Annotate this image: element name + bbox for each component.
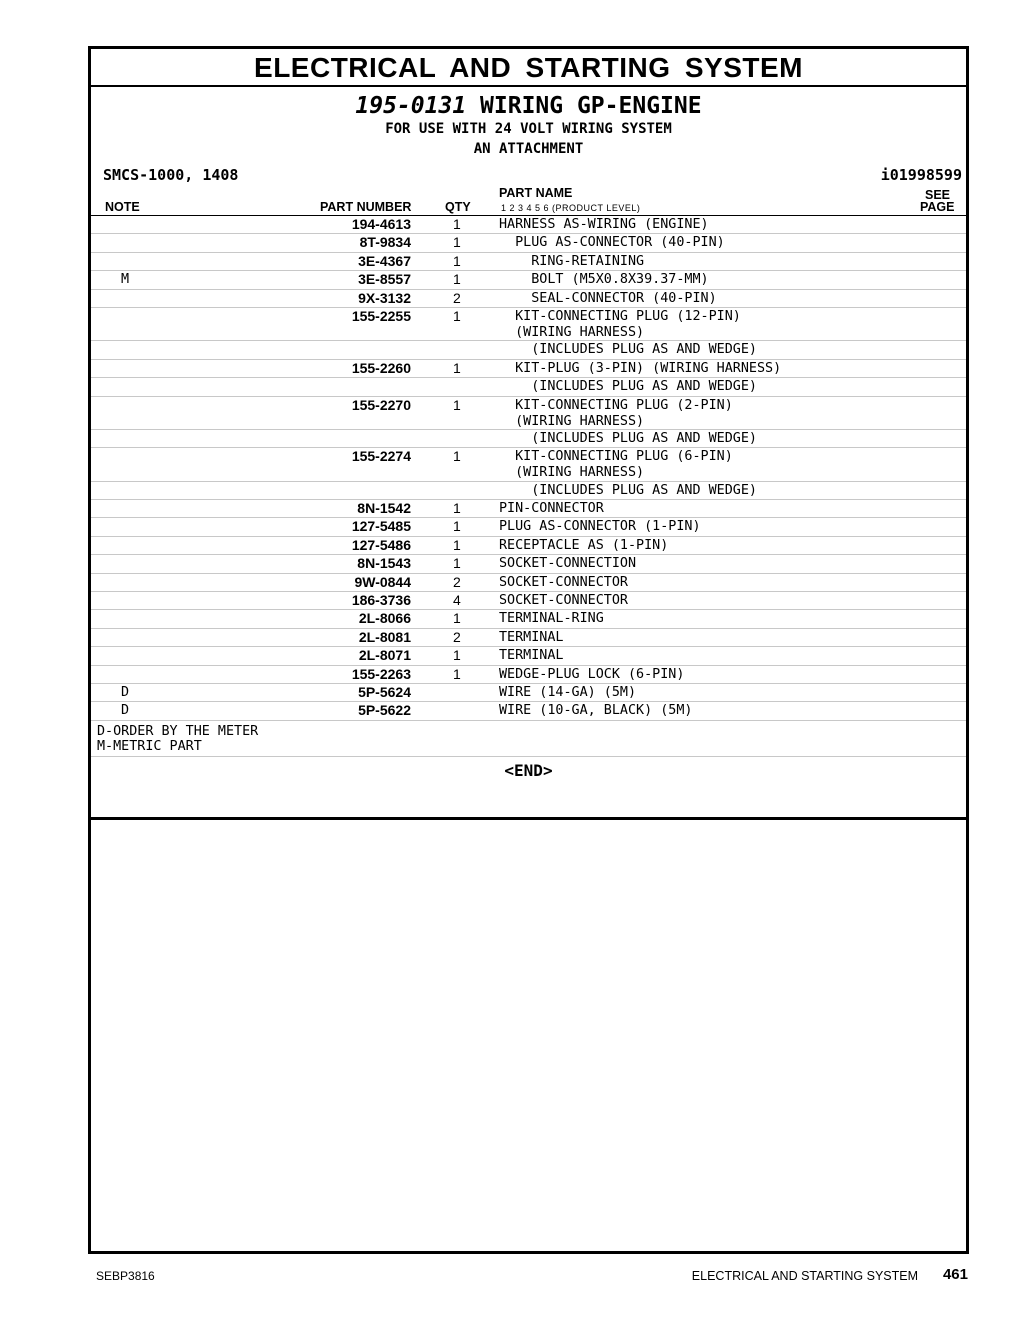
row-qty: 1 (453, 396, 461, 413)
row-part-name (499, 234, 725, 251)
row-part-number: 155-2270 (351, 396, 411, 413)
row-note: D (121, 684, 130, 700)
row-part-name (499, 378, 757, 395)
row-part-name (499, 360, 781, 377)
row-part-name (499, 253, 644, 270)
row-part-name-line: (WIRING HARNESS) (499, 324, 645, 340)
page-frame (88, 46, 969, 1254)
row-part-name-line: WIRE (10-GA, BLACK) (5M) (499, 703, 693, 719)
table-row (91, 629, 966, 647)
row-part-name-line: TERMINAL (499, 648, 564, 664)
row-part-name (499, 684, 636, 701)
col-page: PAGE (920, 200, 955, 214)
row-qty: 2 (453, 628, 461, 645)
row-part-name (499, 629, 564, 646)
table-row (91, 448, 966, 481)
table-row (91, 378, 966, 396)
table-row (91, 647, 966, 665)
table-row (91, 341, 966, 359)
row-part-name-line: HARNESS AS-WIRING (ENGINE) (499, 217, 709, 232)
row-part-name-line: SOCKET-CONNECTION (499, 556, 637, 572)
column-header (91, 185, 966, 216)
table-row (91, 702, 966, 720)
table-row (91, 234, 966, 252)
row-part-number: 155-2274 (351, 448, 411, 465)
row-part-name (499, 702, 692, 719)
col-see: SEE (925, 188, 951, 202)
row-qty: 1 (453, 252, 461, 269)
row-part-name-line: (WIRING HARNESS) (499, 465, 645, 481)
row-part-number: 8N-1542 (357, 500, 411, 517)
row-part-name-line: SOCKET-CONNECTOR (499, 574, 628, 590)
document-id: i01998599 (880, 166, 962, 184)
row-part-name-line: (INCLUDES PLUG AS AND WEDGE) (499, 342, 757, 358)
row-part-name (499, 430, 757, 447)
end-marker: <END> (504, 760, 553, 780)
footer-page-number: 461 (942, 1266, 968, 1283)
group-part-number: 195-0131 (355, 93, 467, 119)
row-qty: 1 (453, 307, 461, 324)
row-qty: 1 (453, 359, 461, 376)
col-part-name: PART NAME (499, 186, 573, 200)
table-row (91, 482, 966, 500)
row-qty: 1 (453, 500, 461, 517)
row-part-number: 127-5485 (351, 518, 411, 535)
table-row (91, 684, 966, 702)
group-title (91, 93, 966, 119)
table-row (91, 308, 966, 341)
row-part-number: 155-2263 (351, 665, 411, 682)
row-part-name-line: BOLT (M5X0.8X39.37-MM) (499, 272, 709, 288)
row-qty: 4 (453, 592, 461, 609)
row-qty: 1 (453, 271, 461, 288)
row-part-number: 194-4613 (351, 216, 411, 232)
row-part-name-line: (INCLUDES PLUG AS AND WEDGE) (499, 430, 757, 446)
row-part-number: 8N-1543 (357, 555, 411, 572)
row-qty: 2 (453, 573, 461, 590)
parts-list-box (91, 85, 966, 820)
note-d: D-ORDER BY THE METER (97, 723, 259, 739)
row-part-number: 186-3736 (351, 592, 411, 609)
row-part-number: 5P-5624 (358, 683, 411, 700)
row-part-number: 8T-9834 (359, 234, 411, 251)
row-part-number: 3E-4367 (358, 252, 411, 269)
table-row (91, 500, 966, 518)
row-part-name-line: KIT-CONNECTING PLUG (2-PIN) (499, 397, 733, 413)
row-part-name (499, 290, 717, 307)
row-part-name-line: KIT-CONNECTING PLUG (12-PIN) (499, 308, 741, 324)
row-qty: 2 (453, 289, 461, 306)
table-row (91, 397, 966, 430)
row-part-number: 155-2260 (351, 359, 411, 376)
page-footer (96, 1266, 968, 1288)
col-product-levels: 1 2 3 4 5 6 (PRODUCT LEVEL) (501, 203, 641, 213)
table-row (91, 253, 966, 271)
table-row (91, 537, 966, 555)
row-part-name (499, 555, 636, 572)
row-part-name (499, 592, 628, 609)
row-part-number: 127-5486 (351, 536, 411, 553)
row-qty: 1 (453, 448, 461, 465)
row-part-name-line: (INCLUDES PLUG AS AND WEDGE) (499, 482, 757, 498)
notes-legend (91, 721, 966, 757)
row-part-name-line: (INCLUDES PLUG AS AND WEDGE) (499, 379, 757, 395)
row-part-number: 2L-8081 (358, 628, 411, 645)
row-part-name-line: SEAL-CONNECTOR (40-PIN) (499, 290, 717, 306)
row-qty: 1 (453, 610, 461, 627)
group-name: WIRING GP-ENGINE (480, 93, 702, 119)
col-note: NOTE (105, 200, 140, 214)
row-part-name (499, 308, 741, 340)
row-part-number: 2L-8071 (358, 647, 411, 664)
row-part-name-line: PLUG AS-CONNECTOR (1-PIN) (499, 519, 701, 535)
smcs-code: SMCS-1000, 1408 (103, 166, 239, 184)
row-part-name (499, 666, 684, 683)
row-qty: 1 (453, 234, 461, 251)
row-part-number: 2L-8066 (358, 610, 411, 627)
row-part-name (499, 271, 709, 288)
row-part-number: 5P-5622 (358, 702, 411, 719)
table-row (91, 216, 966, 234)
row-part-name-line: TERMINAL (499, 629, 564, 645)
row-part-name-line: (WIRING HARNESS) (499, 413, 645, 429)
subtitle-voltage: FOR USE WITH 24 VOLT WIRING SYSTEM (385, 121, 672, 137)
row-part-number: 155-2255 (351, 307, 411, 324)
table-row (91, 271, 966, 289)
subtitle-attachment: AN ATTACHMENT (473, 141, 584, 157)
row-part-name (499, 574, 628, 591)
row-part-name (499, 500, 604, 517)
smcs-line (91, 165, 966, 185)
row-qty: 1 (453, 665, 461, 682)
footer-section: ELECTRICAL AND STARTING SYSTEM (691, 1269, 918, 1283)
footer-doc-number: SEBP3816 (96, 1269, 155, 1283)
row-part-name (499, 341, 757, 358)
row-part-name-line: KIT-CONNECTING PLUG (6-PIN) (499, 449, 733, 465)
row-part-name (499, 537, 668, 554)
col-qty: QTY (445, 200, 471, 214)
row-part-name-line: RING-RETAINING (499, 253, 645, 269)
row-part-name (499, 448, 733, 480)
row-part-name-line: RECEPTACLE AS (1-PIN) (499, 537, 669, 553)
table-row (91, 430, 966, 448)
table-row (91, 610, 966, 628)
row-part-name (499, 518, 701, 535)
note-m: M-METRIC PART (97, 738, 202, 754)
table-row (91, 666, 966, 684)
row-part-number: 9W-0844 (354, 573, 411, 590)
table-row (91, 574, 966, 592)
row-part-name-line: KIT-PLUG (3-PIN) (WIRING HARNESS) (499, 360, 782, 376)
row-note: D (121, 703, 130, 719)
row-part-name (499, 610, 604, 627)
row-part-name-line: WEDGE-PLUG LOCK (6-PIN) (499, 666, 685, 682)
row-qty: 1 (453, 647, 461, 664)
col-part-number: PART NUMBER (320, 200, 412, 214)
parts-table (91, 216, 966, 721)
row-part-number: 3E-8557 (358, 271, 411, 288)
table-row (91, 360, 966, 378)
section-title: ELECTRICAL AND STARTING SYSTEM (91, 49, 966, 87)
row-part-name-line: TERMINAL-RING (499, 611, 604, 627)
table-row (91, 290, 966, 308)
table-row (91, 518, 966, 536)
row-part-name-line: SOCKET-CONNECTOR (499, 593, 628, 609)
row-part-name-line: PIN-CONNECTOR (499, 501, 604, 517)
row-part-name (499, 397, 733, 429)
table-row (91, 592, 966, 610)
row-part-name (499, 216, 709, 233)
row-part-number: 9X-3132 (358, 289, 411, 306)
row-part-name-line: WIRE (14-GA) (5M) (499, 684, 637, 700)
row-qty: 1 (453, 216, 461, 232)
row-qty: 1 (453, 518, 461, 535)
row-part-name (499, 647, 564, 664)
row-qty: 1 (453, 555, 461, 572)
row-note: M (121, 272, 130, 288)
row-part-name-line: PLUG AS-CONNECTOR (40-PIN) (499, 235, 725, 251)
row-part-name (499, 482, 757, 499)
row-qty: 1 (453, 536, 461, 553)
table-row (91, 555, 966, 573)
